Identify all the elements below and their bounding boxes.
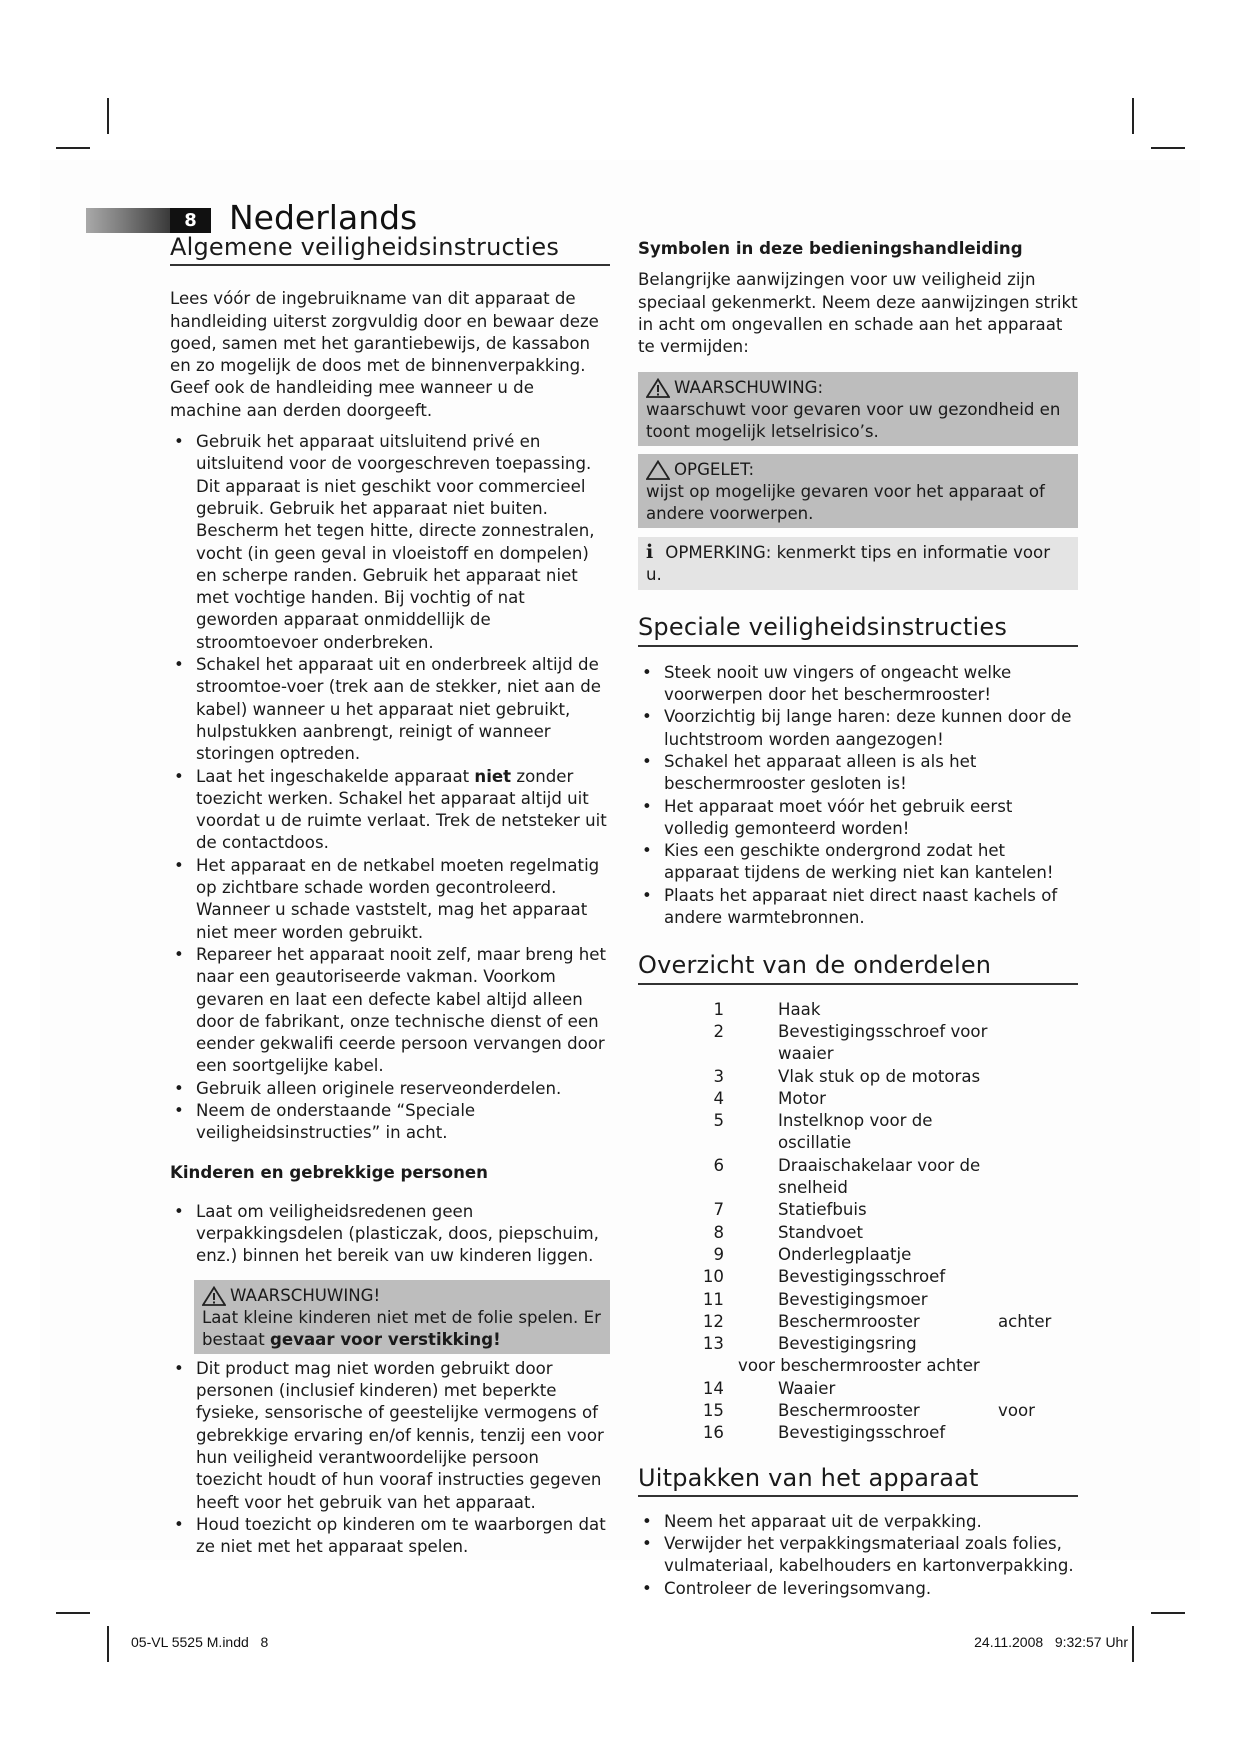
- list-item: • Controleer de leveringsomvang.: [638, 1578, 1078, 1600]
- part-extra: [998, 1222, 1078, 1244]
- list-item-text: Laat het ingeschakelde apparaat: [196, 766, 475, 786]
- list-item: • Gebruik alleen originele reserveonderdelen.: [170, 1078, 610, 1100]
- caution-symbol-title: OPGELET:: [674, 460, 755, 480]
- warning-triangle-icon: [202, 1286, 226, 1306]
- subtitle-symbols: Symbolen in deze bedieningshandleiding: [638, 239, 1023, 258]
- parts-row: [638, 1199, 1078, 1221]
- part-extra: [998, 1110, 1078, 1155]
- caution-symbol-head: [646, 459, 1070, 481]
- parts-row: [638, 1333, 1078, 1355]
- part-extra: [998, 1422, 1078, 1444]
- part-extra: [998, 1355, 1078, 1377]
- list-item: • Kies een geschikte ondergrond zodat het apparaat tijdens de werking niet kan kantelen!: [638, 840, 1078, 885]
- part-label: Bevestigingsmoer: [778, 1289, 928, 1309]
- part-extra: [998, 1378, 1078, 1400]
- part-number: 12: [702, 1311, 724, 1331]
- part-label: Motor: [778, 1088, 826, 1108]
- part-label: Bevestigingsring: [778, 1334, 917, 1354]
- crop-mark: [1132, 98, 1134, 134]
- note-title: OPMERKING:: [665, 543, 772, 563]
- special-safety-list: [638, 662, 1078, 930]
- part-number: 9: [713, 1244, 724, 1264]
- part-extra: [998, 1333, 1078, 1355]
- list-item: • Plaats het apparaat niet direct naast kachels of andere warmtebronnen.: [638, 885, 1078, 930]
- children-list-2: [170, 1358, 610, 1559]
- crop-mark: [107, 1626, 109, 1662]
- part-label: voor beschermrooster achter: [738, 1356, 980, 1376]
- right-column: [638, 238, 1078, 1600]
- emphasis-text: niet: [474, 766, 512, 786]
- parts-row: [638, 1289, 1078, 1311]
- caution-triangle-icon: [646, 460, 670, 480]
- warning-symbol-title: WAARSCHUWING:: [674, 378, 824, 398]
- part-number: 1: [713, 999, 724, 1019]
- part-label: Bevestigingsschroef: [778, 1423, 946, 1443]
- caution-symbol-box: [638, 454, 1078, 528]
- part-label: Waaier: [778, 1378, 836, 1398]
- parts-row: [638, 1021, 1078, 1066]
- list-item: • Repareer het apparaat nooit zelf, maar breng het naar een geautoriseerde vakman. Voorkom gevaren en laat een defecte kabel altijd alleen door de fabrikant, onze technische dienst of een eender gekwalifi ceerde persoon vervangen door een soortgelijke kabel.: [170, 944, 610, 1078]
- part-label: Onderlegplaatje: [778, 1244, 912, 1264]
- warning-symbol-box: [638, 372, 1078, 446]
- section-title-special-safety: Speciale veiligheidsinstructies: [638, 616, 1078, 646]
- footer-file: 05-VL 5525 M.indd 8: [131, 1634, 269, 1650]
- parts-row: [638, 1155, 1078, 1200]
- list-item: • Laat om veiligheidsredenen geen verpakkingsdelen (plasticzak, doos, piepschuim, enz.) binnen het bereik van uw kinderen liggen.: [170, 1201, 610, 1268]
- list-item: • Verwijder het verpakkingsmateriaal zoals folies, vulmateriaal, kabelhouders en kartonverpakking.: [638, 1533, 1078, 1578]
- list-item-text: zonder toezicht werken. Schakel het apparaat altijd uit voordat u de ruimte verlaat. Trek de netsteker uit de contactdoos.: [196, 766, 607, 853]
- part-label: Instelknop voor de oscillatie: [778, 1111, 933, 1153]
- list-item: • Schakel het apparaat uit en onderbreek altijd de stroomtoe-voer (trek aan de stekker, niet aan de kabel) wanneer u het apparaat niet gebruikt, hulpstukken aanbrengt, reinigt of wanneer storingen optreden.: [170, 654, 610, 765]
- part-number: [638, 1355, 738, 1377]
- part-extra: [998, 1289, 1078, 1311]
- parts-row: [638, 999, 1078, 1021]
- part-label: Draaischakelaar voor de snelheid: [778, 1155, 981, 1198]
- left-column: [170, 233, 610, 1558]
- part-label: Haak: [778, 999, 821, 1019]
- part-label: Statiefbuis: [778, 1200, 867, 1220]
- intro-paragraph: Lees vóór de ingebruikname van dit apparaat de handleiding uiterst zorgvuldig door en bewaar deze goed, samen met het garantiebewijs, de kassabon en zo mogelijk de doos met de binnenverpakking. Geef ook de handleiding mee wanneer u de machine aan derden doorgeeft.: [170, 289, 599, 420]
- list-item: [170, 766, 610, 855]
- symbols-intro: Belangrijke aanwijzingen voor uw veiligheid zijn speciaal gekenmerkt. Neem deze aanwijzingen strikt in acht om ongevallen en schade aan het apparaat te vermijden:: [638, 270, 1078, 357]
- caution-symbol-text: wijst op mogelijke gevaren voor het apparaat of andere voorwerpen.: [646, 482, 1045, 524]
- part-extra: voor: [998, 1400, 1035, 1420]
- crop-mark: [1151, 1612, 1185, 1614]
- warning-text: [202, 1307, 602, 1351]
- crop-mark: [56, 147, 90, 149]
- section-title-parts: Overzicht van de onderdelen: [638, 954, 1078, 984]
- part-number: 2: [713, 1021, 724, 1041]
- parts-row: [638, 1422, 1078, 1444]
- parts-row: [638, 1311, 1078, 1333]
- parts-row: [638, 1266, 1078, 1288]
- part-number: 10: [702, 1267, 724, 1287]
- list-item: • Het apparaat en de netkabel moeten regelmatig op zichtbare schade worden gecontroleerd. Wanneer u schade vaststelt, mag het apparaat niet meer worden gebruikt.: [170, 855, 610, 944]
- part-extra: [998, 999, 1078, 1021]
- parts-row: [638, 1244, 1078, 1266]
- parts-row: [638, 1222, 1078, 1244]
- part-extra: [998, 1021, 1078, 1066]
- warning-body: Laat kleine kinderen niet met de folie spelen. Er bestaat: [202, 1307, 601, 1349]
- part-number: 4: [713, 1088, 724, 1108]
- warning-symbol-head: [646, 377, 1070, 399]
- part-extra: [998, 1088, 1078, 1110]
- list-item: • Voorzichtig bij lange haren: deze kunnen door de luchtstroom worden aangezogen!: [638, 706, 1078, 751]
- part-extra: [998, 1199, 1078, 1221]
- part-extra: [998, 1066, 1078, 1088]
- warning-triangle-icon: [646, 378, 670, 398]
- parts-table: [638, 999, 1078, 1445]
- part-number: 13: [702, 1334, 724, 1354]
- parts-row: [638, 1110, 1078, 1155]
- part-number: 11: [702, 1289, 724, 1309]
- section-title-unpacking: Uitpakken van het apparaat: [638, 1467, 1078, 1497]
- list-item: • Neem het apparaat uit de verpakking.: [638, 1511, 1078, 1533]
- part-extra: achter: [998, 1311, 1052, 1331]
- crop-mark: [1151, 147, 1185, 149]
- parts-row: [638, 1066, 1078, 1088]
- general-safety-list: [170, 431, 610, 1145]
- warning-title: WAARSCHUWING!: [230, 1285, 381, 1305]
- footer-timestamp: 24.11.2008 9:32:57 Uhr: [974, 1634, 1128, 1650]
- part-number: 5: [713, 1111, 724, 1131]
- language-bar: [86, 208, 170, 233]
- note-symbol-box: [638, 537, 1078, 590]
- part-number: 15: [702, 1400, 724, 1420]
- part-number: 3: [713, 1066, 724, 1086]
- part-extra: [998, 1155, 1078, 1200]
- part-label: Beschermrooster: [778, 1311, 920, 1331]
- part-number: 8: [713, 1222, 724, 1242]
- warning-symbol-text: waarschuwt voor gevaren voor uw gezondheid en toont mogelijk letselrisico’s.: [646, 400, 1061, 442]
- part-number: 7: [713, 1200, 724, 1220]
- crop-mark: [56, 1612, 90, 1614]
- list-item: • Het apparaat moet vóór het gebruik eerst volledig gemonteerd worden!: [638, 796, 1078, 841]
- part-extra: [998, 1244, 1078, 1266]
- section-title-general-safety: Algemene veiligheidsinstructies: [170, 236, 610, 266]
- part-label: Beschermrooster: [778, 1400, 920, 1420]
- note-text: kenmerkt tips en informatie voor u.: [646, 543, 1051, 585]
- crop-mark: [1132, 1626, 1134, 1662]
- page-number: 8: [170, 208, 211, 233]
- warning-box-children: [194, 1280, 610, 1354]
- parts-row: [638, 1400, 1078, 1422]
- part-label: Bevestigingsschroef voor waaier: [778, 1021, 988, 1064]
- parts-row: [638, 1355, 1078, 1377]
- part-label: Vlak stuk op de motoras: [778, 1066, 981, 1086]
- warning-head: [202, 1285, 602, 1307]
- part-number: 14: [702, 1378, 724, 1398]
- list-item: • Gebruik het apparaat uitsluitend privé en uitsluitend voor de voorgeschreven toepassing. Dit apparaat is niet geschikt voor commercieel gebruik. Gebruik het apparaat niet buiten. Bescherm het tegen hitte, directe zonnestralen, vocht (in geen geval in vloeistoff en dompelen) en scherpe randen. Gebruik het apparaat niet met vochtige handen. Bij vochtig of nat geworden apparaat onmiddellijk de stroomtoevoer onderbreken.: [170, 431, 610, 654]
- list-item: • Schakel het apparaat alleen is als het beschermrooster gesloten is!: [638, 751, 1078, 796]
- warning-emphasis: gevaar voor verstikking!: [270, 1329, 501, 1349]
- parts-row: [638, 1378, 1078, 1400]
- part-number: 6: [713, 1155, 724, 1175]
- part-extra: [998, 1266, 1078, 1288]
- list-item: • Neem de onderstaande “Speciale veiligheidsinstructies” in acht.: [170, 1100, 610, 1145]
- list-item: • Dit product mag niet worden gebruikt door personen (inclusief kinderen) met beperkte fysieke, sensorische of geestelijke vermogens of gebrekkige ervaring en/of kennis, tenzij een voor hun veiligheid verantwoordelijke persoon toezicht houdt of hun vooraf instructies gegeven heeft voor het gebruik van het apparaat.: [170, 1358, 610, 1514]
- info-icon: i: [646, 541, 654, 564]
- parts-row: [638, 1088, 1078, 1110]
- part-label: Standvoet: [778, 1222, 863, 1242]
- children-list: [170, 1201, 610, 1268]
- subtitle-children: Kinderen en gebrekkige personen: [170, 1162, 488, 1182]
- list-item: • Houd toezicht op kinderen om te waarborgen dat ze niet met het apparaat spelen.: [170, 1514, 610, 1559]
- list-item: • Steek nooit uw vingers of ongeacht welke voorwerpen door het beschermrooster!: [638, 662, 1078, 707]
- part-number: 16: [702, 1423, 724, 1443]
- crop-mark: [107, 98, 109, 134]
- language-title: Nederlands: [229, 198, 418, 237]
- unpacking-list: [638, 1511, 1078, 1600]
- part-label: Bevestigingsschroef: [778, 1267, 946, 1287]
